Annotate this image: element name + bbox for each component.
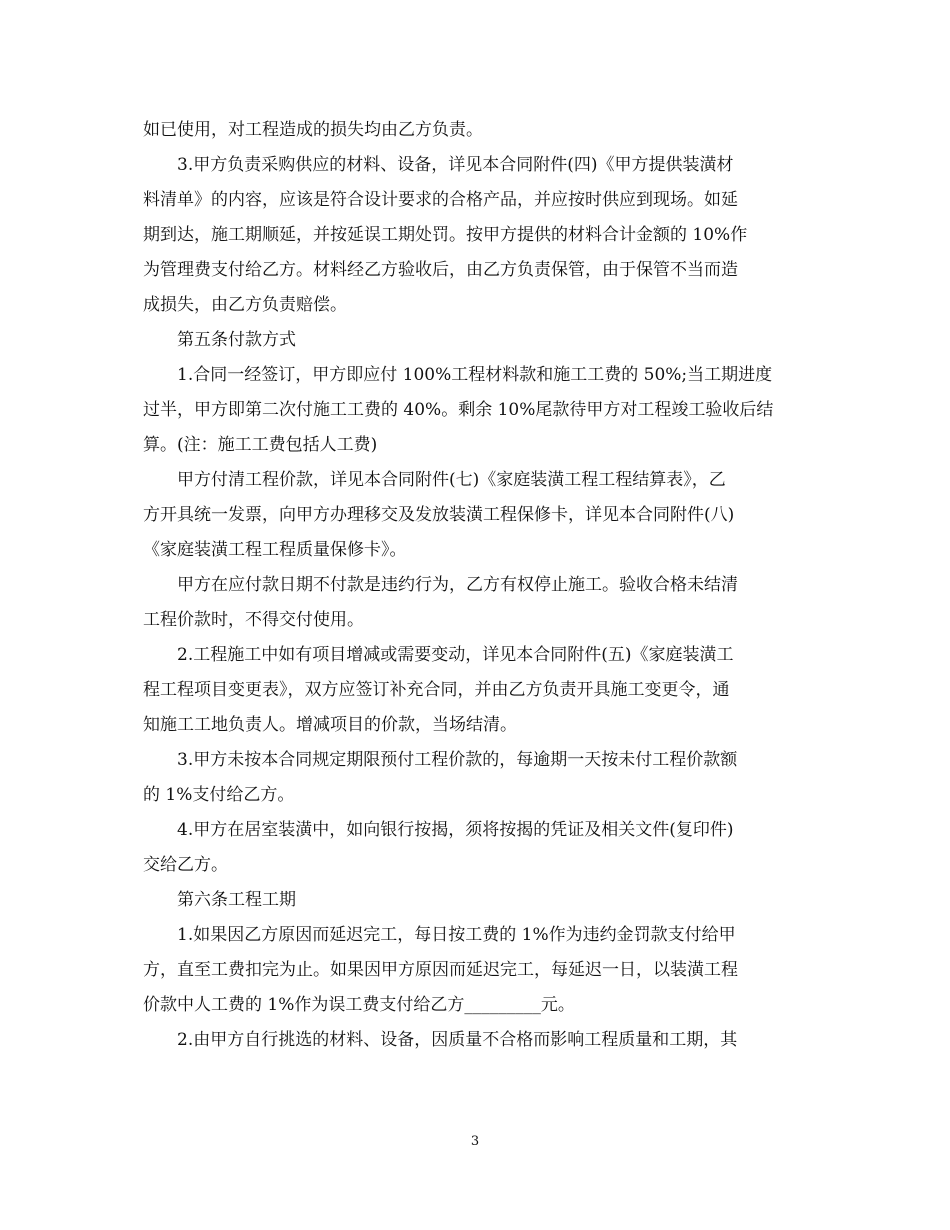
text-line: 工程价款时，不得交付使用。 (143, 610, 364, 630)
text-line: 2.工程施工中如有项目增减或需要变动，详见本合同附件(五)《家庭装潢工 (177, 645, 734, 665)
text-line: 甲方在应付款日期不付款是违约行为，乙方有权停止施工。验收合格未结清 (177, 575, 738, 595)
section-heading: 第五条付款方式 (177, 330, 296, 350)
text-line: 知施工工地负责人。增减项目的价款，当场结清。 (143, 715, 517, 735)
text-line: 的 1%支付给乙方。 (143, 785, 295, 805)
text-line: 《家庭装潢工程工程质量保修卡》。 (143, 540, 407, 560)
section-heading: 第六条工程工期 (177, 890, 296, 910)
text-line: 交给乙方。 (143, 855, 228, 875)
page-number: 3 (470, 1134, 480, 1149)
text-line: 期到达，施工期顺延，并按延误工期处罚。按甲方提供的材料合计金额的 10%作 (143, 225, 748, 245)
text-line: 过半，甲方即第二次付施工工费的 40%。剩余 10%尾款待甲方对工程竣工验收后结 (143, 400, 774, 420)
text-line: 方开具统一发票，向甲方办理移交及发放装潢工程保修卡，详见本合同附件(八) (143, 505, 735, 525)
text-line: 1.如果因乙方原因而延迟完工，每日按工费的 1%作为违约金罚款支付给甲 (177, 925, 736, 945)
document-body (143, 113, 808, 1058)
text-line: 1.合同一经签订，甲方即应付 100%工程材料款和施工工费的 50%;当工期进度 (177, 365, 773, 385)
text-line: 3.甲方负责采购供应的材料、设备，详见本合同附件(四)《甲方提供装潢材 (177, 155, 734, 175)
text-line: 料清单》的内容，应该是符合设计要求的合格产品，并应按时供应到现场。如延 (143, 190, 738, 210)
text-line: 如已使用，对工程造成的损失均由乙方负责。 (143, 120, 483, 140)
text-line: 4.甲方在居室装潢中，如向银行按揭，须将按揭的凭证及相关文件(复印件) (177, 820, 734, 840)
text-line: 方，直至工费扣完为止。如果因甲方原因而延迟完工，每延迟一日，以装潢工程 (143, 960, 738, 980)
text-line: 成损失，由乙方负责赔偿。 (143, 295, 347, 315)
text-line: 为管理费支付给乙方。材料经乙方验收后，由乙方负责保管，由于保管不当而造 (143, 260, 738, 280)
text-line: 3.甲方未按本合同规定期限预付工程价款的，每逾期一天按未付工程价款额 (177, 750, 738, 770)
text-line: 算。(注：施工工费包括人工费) (143, 435, 378, 455)
text-line: 甲方付清工程价款，详见本合同附件(七)《家庭装潢工程工程结算表》，乙 (177, 470, 726, 490)
text-line: 2.由甲方自行挑选的材料、设备，因质量不合格而影响工程质量和工期，其 (177, 1030, 738, 1050)
text-line: 程工程项目变更表》，双方应签订补充合同，并由乙方负责开具施工变更令，通 (143, 680, 730, 700)
text-line: 价款中人工费的 1%作为误工费支付给乙方_________元。 (143, 995, 575, 1015)
